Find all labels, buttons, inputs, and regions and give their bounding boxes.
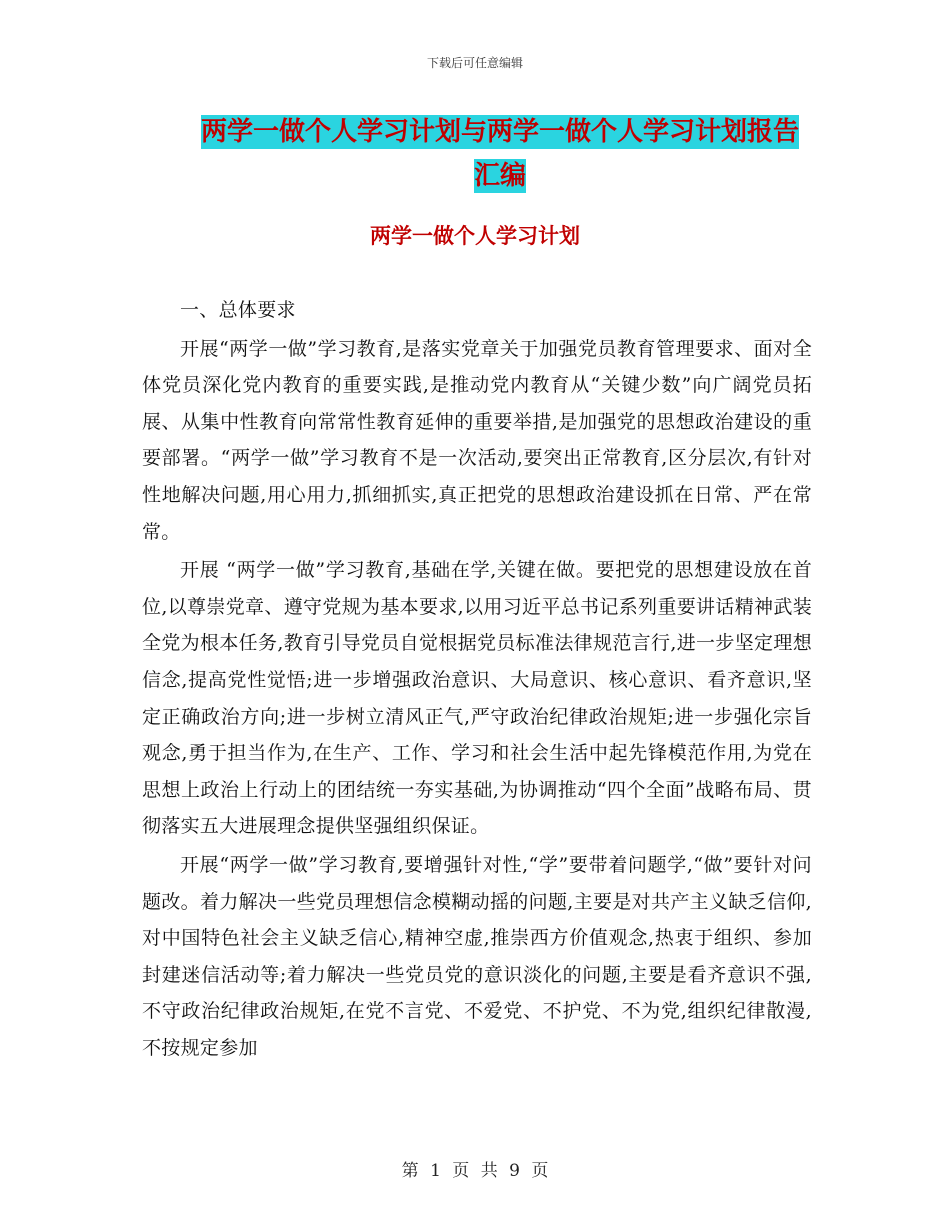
section-title: 两学一做个人学习计划 <box>370 224 580 248</box>
paragraph-3: 开展“两学一做”学习教育,要增强针对性,“学”要带着问题学,“做”要针对问题改。着力解决一些党员理想信念模糊动摇的问题,主要是对共产主义缺乏信仰,对中国特色社会主义缺乏信心,精神空虚,推崇西方价值观念,热衷于组织、参加封建迷信活动等;着力解决一些党员党的意识淡化的问题,主要是看齐意识不强,不守政治纪律政治规矩,在党不言党、不爱党、不护党、不为党,组织纪律散漫,不按规定参加 <box>142 853 812 1059</box>
paragraph-1: 开展“两学一做”学习教育,是落实党章关于加强党员教育管理要求、面对全体党员深化党内教育的重要实践,是推动党内教育从“关键少数”向广阔党员拓展、从集中性教育向常常性教育延伸的重要举措,是加强党的思想政治建设的重要部署。“两学一做”学习教育不是一次活动,要突出正常教育,区分层次,有针对性地解决问题,用心用力,抓细抓实,真正把党的思想政治建设抓在日常、严在常常。 <box>142 337 812 543</box>
section-heading: 一、总体要求 <box>180 299 296 321</box>
page-number: 第 1 页 共 9 页 <box>401 1161 549 1181</box>
paragraph-2: 开展 “两学一做”学习教育,基础在学,关键在做。要把党的思想建设放在首位,以尊崇党章、遵守党规为基本要求,以用习近平总书记系列重要讲话精神武装全党为根本任务,教育引导党员自觉根据党员标准法律规范言行,进一步坚定理想信念,提高党性觉悟;进一步增强政治意识、大局意识、核心意识、看齐意识,坚定正确政治方向;进一步树立清风正气,严守政治纪律政治规矩;进一步强化宗旨观念,勇于担当作为,在生产、工作、学习和社会生活中起先锋模范作用,为党在思想上政治上行动上的团结统一夯实基础,为协调推动“四个全面”战略布局、贯彻落实五大进展理念提供坚强组织保证。 <box>142 559 812 838</box>
title-line-1: 两学一做个人学习计划与两学一做个人学习计划报告 <box>200 117 799 147</box>
body-text <box>142 292 812 1066</box>
document-title <box>140 110 860 198</box>
header-note: 下载后可任意编辑 <box>426 56 523 70</box>
title-line-2: 汇编 <box>473 161 526 191</box>
